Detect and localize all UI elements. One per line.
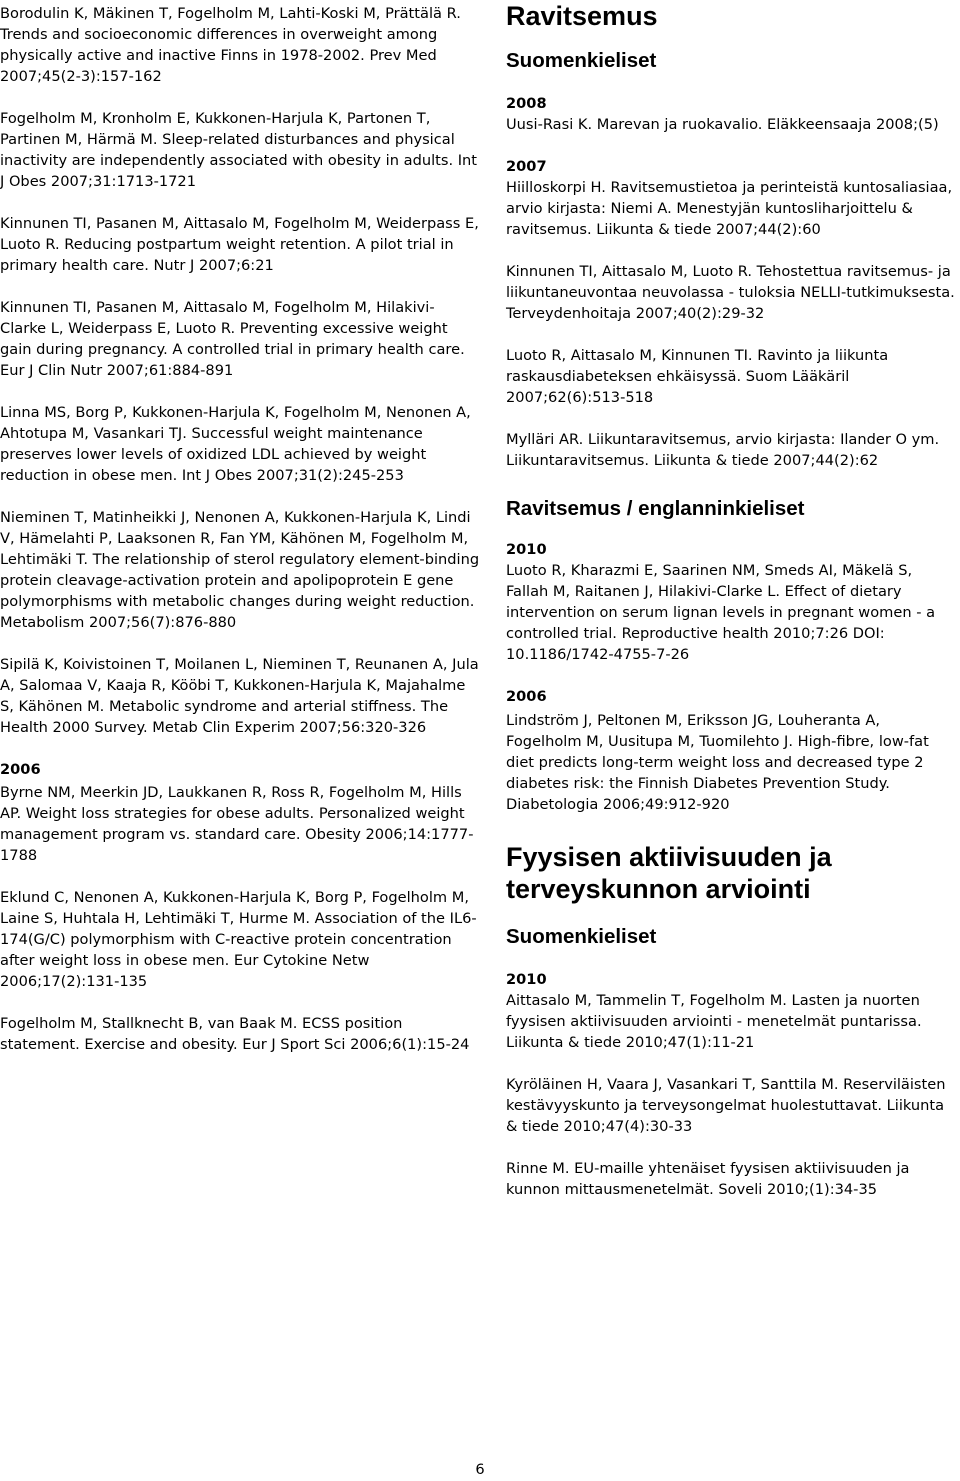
reference-entry: Aittasalo M, Tammelin T, Fogelholm M. Lasten ja nuorten fyysisen aktiivisuuden arviointi - menetelmät puntarissa. Liikunta & tiede 2010;47(1):11-21 [506,992,922,1051]
page-number: 6 [475,1461,485,1478]
left-column [0,0,480,1055]
subheading-suomenkieliset: Suomenkieliset [506,49,657,72]
reference-entry: Fogelholm M, Kronholm E, Kukkonen-Harjula K, Partonen T, Partinen M, Härmä M. Sleep-related disturbances and physical inactivity are independently associated with obesity in adults. Int J Obes 2007;31:1713-1721 [0,110,478,190]
section-heading-fyysinen: Fyysisen aktiivisuuden ja terveyskunnon arviointi [506,842,832,904]
reference-entry: Kinnunen TI, Aittasalo M, Luoto R. Tehostettua ravitsemus- ja liikuntaneuvontaa neuvolassa - tuloksia NELLI-tutkimuksesta. Terveydenhoitaja 2007;40(2):29-32 [506,263,955,322]
subheading-suomenkieliset-2: Suomenkieliset [506,925,657,948]
reference-entry: Fogelholm M, Stallknecht B, van Baak M. ECSS position statement. Exercise and obesity. Eur J Sport Sci 2006;6(1):15-24 [0,1015,470,1053]
year-heading: 2010 [506,541,547,558]
section-heading-ravitsemus: Ravitsemus [506,1,658,31]
reference-entry: Mylläri AR. Liikuntaravitsemus, arvio kirjasta: Ilander O ym. Liikuntaravitsemus. Liikunta & tiede 2007;44(2):62 [506,431,940,469]
reference-entry: Luoto R, Aittasalo M, Kinnunen TI. Ravinto ja liikunta raskausdiabeteksen ehkäisyssä. Suom Lääkäril 2007;62(6):513-518 [506,347,889,406]
reference-entry: Kyröläinen H, Vaara J, Vasankari T, Santtila M. Reserviläisten kestävyyskunto ja terveysongelmat huolestuttavat. Liikunta & tiede 2010;47(4):30-33 [506,1076,946,1135]
reference-entry: Uusi-Rasi K. Marevan ja ruokavalio. Eläkkeensaaja 2008;(5) [506,116,939,133]
reference-entry: Borodulin K, Mäkinen T, Fogelholm M, Lahti-Koski M, Prättälä R. Trends and socioeconomic differences in overweight among physically active and inactive Finns in 1978-2002. Prev Med 2007;45(2-3):157-162 [0,5,461,85]
reference-entry: Kinnunen TI, Pasanen M, Aittasalo M, Fogelholm M, Hilakivi-Clarke L, Weiderpass E, Luoto R. Preventing excessive weight gain during pregnancy. A controlled trial in primary health care. Eur J Clin Nutr 2007;61:884-891 [0,299,465,379]
year-heading: 2006 [506,688,547,705]
reference-entry: Rinne M. EU-maille yhtenäiset fyysisen aktiivisuuden ja kunnon mittausmenetelmät. Soveli 2010;(1):34-35 [506,1160,910,1198]
reference-entry: Eklund C, Nenonen A, Kukkonen-Harjula K, Borg P, Fogelholm M, Laine S, Huhtala H, Lehtimäki T, Hurme M. Association of the IL6-174(G/C) polymorphism with C-reactive protein concentration after weight loss in obese men. Eur Cytokine Netw 2006;17(2):131-135 [0,889,477,990]
year-heading: 2008 [506,95,547,112]
right-column [506,0,956,1200]
reference-entry: Byrne NM, Meerkin JD, Laukkanen R, Ross R, Fogelholm M, Hills AP. Weight loss strategies for obese adults. Personalized weight management program vs. standard care. Obesity 2006;14:1777-1788 [0,784,474,864]
reference-entry: Sipilä K, Koivistoinen T, Moilanen L, Nieminen T, Reunanen A, Jula A, Salomaa V, Kaaja R, Kööbi T, Kukkonen-Harjula K, Majahalme S, Kähönen M. Metabolic syndrome and arterial stiffness. The Health 2000 Survey. Metab Clin Experim 2007;56:320-326 [0,656,479,736]
reference-entry: Lindström J, Peltonen M, Eriksson JG, Louheranta A, Fogelholm M, Uusitupa M, Tuomilehto J. High-fibre, low-fat diet predicts long-term weight loss and decreased type 2 diabetes risk: the Finnish Diabetes Prevention Study. Diabetologia 2006;49:912-920 [506,712,929,813]
year-heading: 2006 [0,761,41,778]
reference-entry: Luoto R, Kharazmi E, Saarinen NM, Smeds AI, Mäkelä S, Fallah M, Raitanen J, Hilakivi-Clarke L. Effect of dietary intervention on serum lignan levels in pregnant women - a controlled trial. Reproductive health 2010;7:26 DOI: 10.1186/1742-4755-7-26 [506,562,936,663]
reference-entry: Hiilloskorpi H. Ravitsemustietoa ja perinteistä kuntosaliasiaa, arvio kirjasta: Niemi A. Menestyjän kuntosliharjoittelu & ravitsemus. Liikunta & tiede 2007;44(2):60 [506,179,953,238]
year-heading: 2010 [506,971,547,988]
reference-entry: Nieminen T, Matinheikki J, Nenonen A, Kukkonen-Harjula K, Lindi V, Hämelahti P, Laaksonen R, Fan YM, Kähönen M, Fogelholm M, Lehtimäki T. The relationship of sterol regulatory element-binding protein cleavage-activation protein and apolipoprotein E gene polymorphisms with metabolic changes during weight reduction. Metabolism 2007;56(7):876-880 [0,509,480,631]
reference-entry: Linna MS, Borg P, Kukkonen-Harjula K, Fogelholm M, Nenonen A, Ahtotupa M, Vasankari TJ. Successful weight maintenance preserves lower levels of oxidized LDL achieved by weight reduction in obese men. Int J Obes 2007;31(2):245-253 [0,404,471,484]
year-heading: 2007 [506,158,547,175]
reference-entry: Kinnunen TI, Pasanen M, Aittasalo M, Fogelholm M, Weiderpass E, Luoto R. Reducing postpartum weight retention. A pilot trial in primary health care. Nutr J 2007;6:21 [0,215,479,274]
subheading-english: Ravitsemus / englanninkieliset [506,497,805,520]
